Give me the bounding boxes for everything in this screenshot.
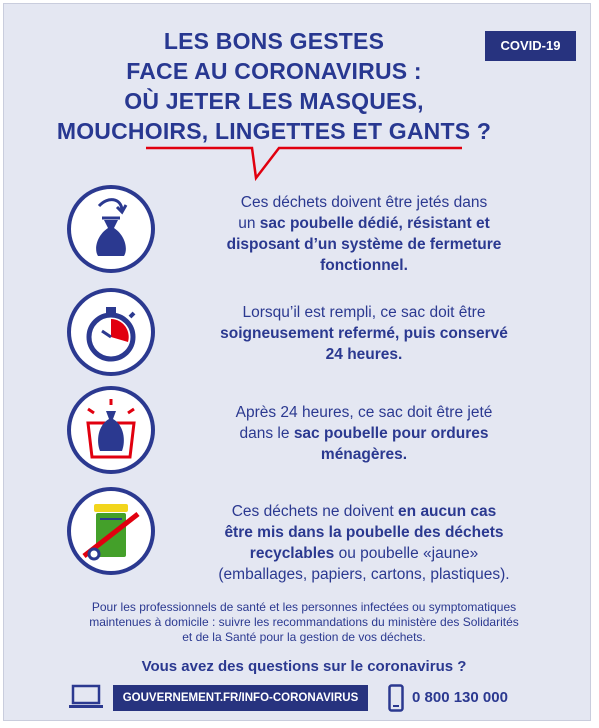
row-3-line-2 [174,423,554,444]
row-1-line-2 [174,213,554,234]
row-4-text [174,501,554,585]
row-3-line-2a: dans le [239,425,294,442]
row-4-line-1 [174,501,554,522]
poster-title [44,26,504,146]
row-4-line-3b: ou poubelle «jaune» [334,545,479,562]
row-3-text [174,402,554,465]
trash-bag-icon [66,184,156,274]
row-4-line-1b: en aucun cas [398,503,497,520]
phone-number[interactable]: 0 800 130 000 [412,689,508,706]
row-2-text [174,302,554,365]
laptop-icon [68,684,104,710]
row-1-line-4-bold: fonctionnel. [320,257,408,274]
footnote-line-2: maintenues à domicile : suivre les recommandations du ministère des Solidarités [89,615,519,629]
row-2-line-2-bold: soigneusement refermé, puis conservé [220,325,508,342]
title-line-4: MOUCHOIRS, LINGETTES ET GANTS ? [56,118,492,144]
row-2-line-3 [174,344,554,365]
row-4-line-3 [174,543,554,564]
row-1-text [174,192,554,276]
poster [3,3,591,721]
row-3-line-3-bold: ménagères. [320,446,408,463]
row-1-line-3-bold: disposant d’un système de fermeture [226,236,502,253]
row-2-line-2 [174,323,554,344]
row-4-line-4: (emballages, papiers, cartons, plastiques). [218,566,510,583]
speech-bubble-line-icon [144,142,464,182]
title-line-2: FACE AU CORONAVIRUS : [126,58,422,84]
footnote-line-1: Pour les professionnels de santé et les personnes infectées ou symptomatiques [91,600,517,614]
row-3-line-2b: sac poubelle pour ordures [293,425,489,442]
row-4-line-1a: Ces déchets ne doivent [231,503,399,520]
row-2-line-1: Lorsqu’il est rempli, ce sac doit être [242,304,486,321]
row-1-line-2b: sac poubelle dédié, résistant et [259,215,490,232]
row-4-line-2 [174,522,554,543]
phone-icon [388,684,404,712]
row-4-line-3a: recyclables [249,545,335,562]
questions-heading: Vous avez des questions sur le coronavirus ? [141,658,467,675]
footnote [34,600,574,645]
website-link[interactable]: GOUVERNEMENT.FR/INFO-CORONAVIRUS [113,685,368,711]
row-1-line-1: Ces déchets doivent être jetés dans [240,194,488,211]
row-3-line-1: Après 24 heures, ce sac doit être jeté [235,404,493,421]
no-recycling-bin-icon [66,486,156,576]
row-1-line-2a: un [238,215,260,232]
covid-badge: COVID-19 [485,31,576,61]
bag-in-bin-icon [66,385,156,475]
title-line-1: LES BONS GESTES [163,28,385,54]
stopwatch-icon [66,287,156,377]
row-1-line-4 [174,255,554,276]
title-line-3: OÙ JETER LES MASQUES, [124,88,424,114]
row-1-line-3 [174,234,554,255]
row-2-line-3-bold: 24 heures. [325,346,403,363]
row-3-line-3 [174,444,554,465]
footnote-line-3: et de la Santé pour la gestion de vos déchets. [182,630,426,644]
row-4-line-2-bold: être mis dans la poubelle des déchets [224,524,504,541]
